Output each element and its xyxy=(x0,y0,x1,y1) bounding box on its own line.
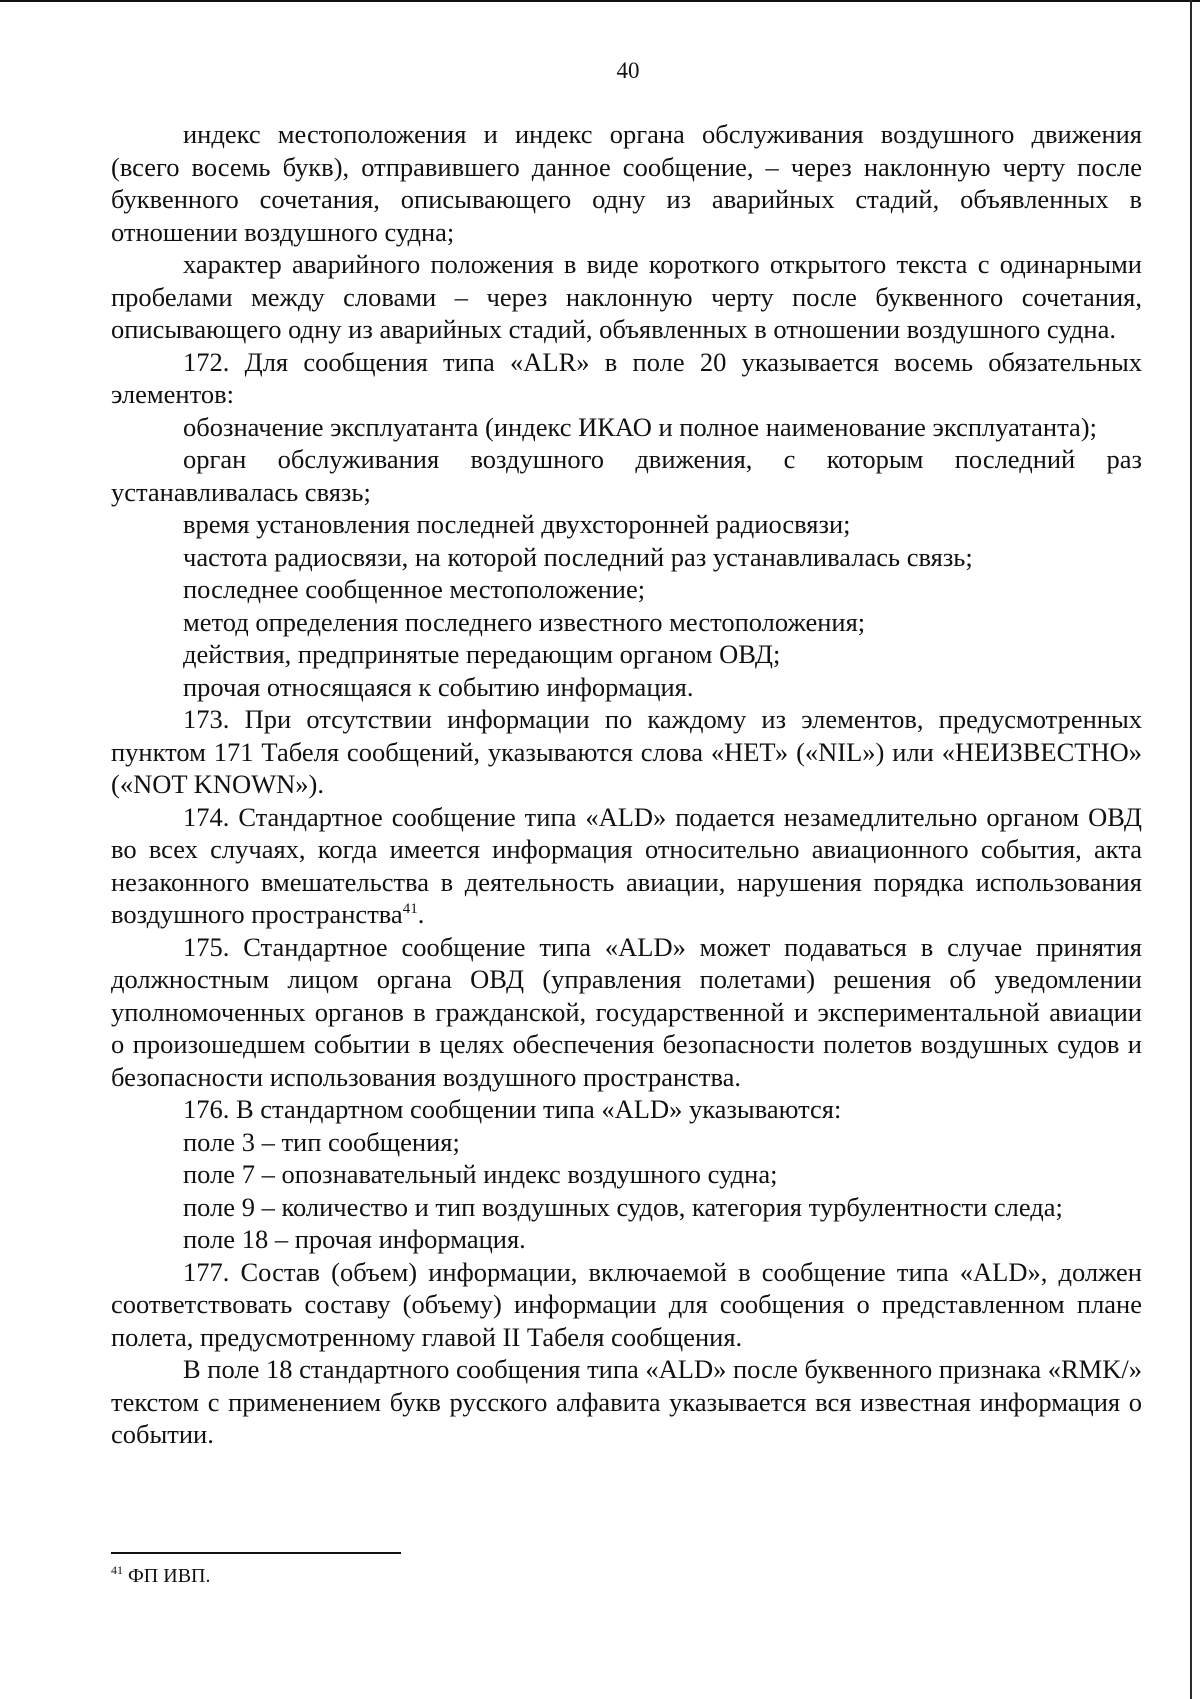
scan-edge-top xyxy=(0,0,1200,2)
list-item-radio-frequency: частота радиосвязи, на которой последний раз устанавливалась связь; xyxy=(183,541,973,572)
paragraph-174-tail: . xyxy=(417,899,425,929)
list-item-last-contact-time: время установления последней двухсторонней радиосвязи; xyxy=(183,509,851,539)
paragraph-emergency-nature: характер аварийного положения в виде короткого открытого текста с одинарными пробелами между словами – через наклонную черту после буквенного сочетания, описывающего одну из аварийных стадий, объявленных в отношении воздушного судна. xyxy=(111,249,1142,344)
footnote-separator xyxy=(111,1552,401,1554)
list-item-actions-taken: действия, предпринятые передающим органом ОВД; xyxy=(183,639,781,669)
footnote xyxy=(111,1565,210,1588)
list-item-atc-unit: орган обслуживания воздушного движения, с которым последний раз устанавливалась связь; xyxy=(111,444,1142,507)
list-item-position-method: метод определения последнего известного местоположения; xyxy=(183,606,866,637)
footnote-text: ФП ИВП. xyxy=(128,1565,211,1587)
document-body xyxy=(111,118,1142,1451)
list-item-last-position: последнее сообщенное местоположение; xyxy=(183,574,646,604)
paragraph-174-text: 174. Стандартное сообщение типа «ALD» подается незамедлительно органом ОВД во всех случаях, когда имеется информация относительно авиационного события, акта незаконного вмешательства в деятельность авиации, нарушения порядка использования воздушного пространства xyxy=(111,801,1142,929)
footnote-reference[interactable]: 41 xyxy=(402,901,418,917)
page-number: 40 xyxy=(616,58,640,83)
paragraph-field-18-rmk: В поле 18 стандартного сообщения типа «ALD» после буквенного признака «RMK/» текстом с применением букв русского алфавита указывается вся известная информация о событии. xyxy=(111,1354,1142,1449)
footnote-marker: 41 xyxy=(111,1563,123,1577)
list-item-field-9: поле 9 – количество и тип воздушных судов, категория турбулентности следа; xyxy=(183,1191,1063,1222)
paragraph-176: 176. В стандартном сообщении типа «ALD» указываются: xyxy=(183,1094,842,1124)
list-item-field-3: поле 3 – тип сообщения; xyxy=(183,1126,460,1157)
list-item-operator: обозначение эксплуатанта (индекс ИКАО и полное наименование эксплуатанта); xyxy=(183,411,1097,442)
paragraph-location-index: индекс местоположения и индекс органа обслуживания воздушного движения (всего восемь букв), отправившего данное сообщение, – через наклонную черту после буквенного сочетания, описывающего одну из аварийных стадий, объявленных в отношении воздушного судна; xyxy=(111,119,1142,247)
list-item-other-info: прочая относящаяся к событию информация. xyxy=(183,671,694,702)
paragraph-174 xyxy=(111,801,1142,931)
paragraph-177: 177. Состав (объем) информации, включаемой в сообщение типа «ALD», должен соответствовать составу (объему) информации для сообщения о представленном плане полета, предусмотренному главой II Табеля сообщения. xyxy=(111,1256,1142,1352)
paragraph-172: 172. Для сообщения типа «ALR» в поле 20 указывается восемь обязательных элементов: xyxy=(111,346,1142,409)
scan-edge-right xyxy=(1190,0,1192,1699)
list-item-field-18: поле 18 – прочая информация. xyxy=(183,1224,526,1254)
list-item-field-7: поле 7 – опознавательный индекс воздушного судна; xyxy=(183,1159,778,1189)
paragraph-173: 173. При отсутствии информации по каждому из элементов, предусмотренных пунктом 171 Табеля сообщений, указываются слова «НЕТ» («NIL») или «НЕИЗВЕСТНО» («NOT KNOWN»). xyxy=(111,704,1142,799)
paragraph-175: 175. Стандартное сообщение типа «ALD» может подаваться в случае принятия должностным лицом органа ОВД (управления полетами) решения об уведомлении уполномоченных органов в гражданской, государственной и экспериментальной авиации о произошедшем событии в целях обеспечения безопасности полетов воздушных судов и безопасности использования воздушного пространства. xyxy=(111,931,1142,1092)
